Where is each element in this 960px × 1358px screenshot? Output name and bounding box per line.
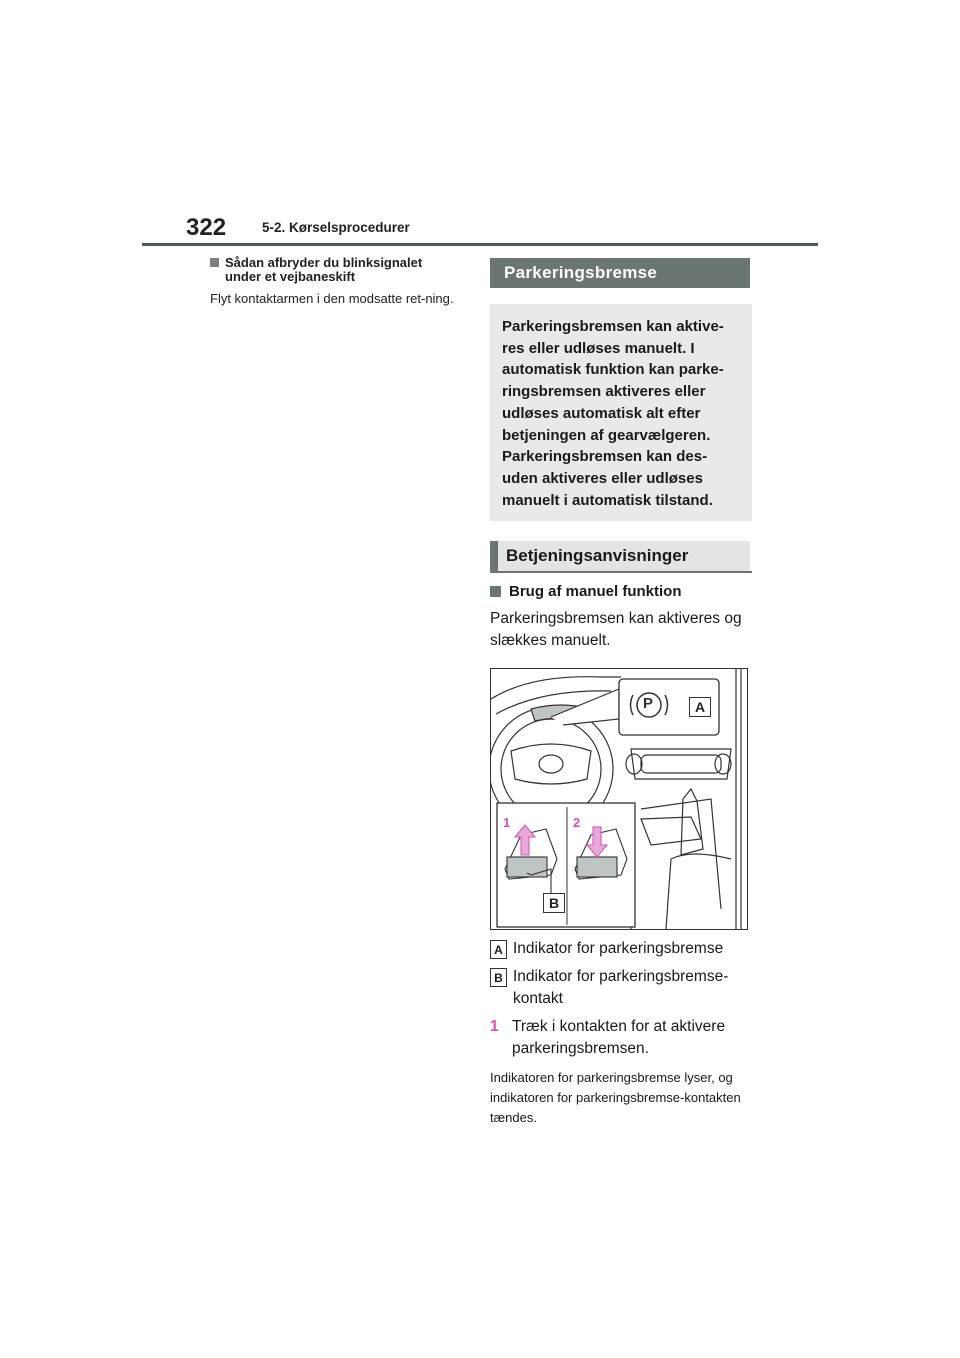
step-number: 1 [490,1018,499,1036]
section-title: 5-2. Kørselsprocedurer [262,220,410,235]
manual-mode-body: Parkeringsbremsen kan aktiveres og slækkes manuelt. [490,610,742,650]
intro-box: Parkeringsbremsen kan aktive-res eller udløses manuelt. I automatisk funktion kan parke-ringsbremsen aktiveres eller udløses automatisk alt efter betjeningen af gearvælgeren. Parkeringsbremsen kan des-uden aktiveres eller udløses manuelt i automatisk tilstand. [490,304,752,521]
left-body-text: Flyt kontaktarmen i den modsatte ret-ning. [210,291,454,306]
subsection-bar: Betjeningsanvisninger [490,541,750,571]
label-a-box: A [689,697,711,717]
page-number: 322 [186,214,227,241]
left-subheading [210,256,456,284]
legend-key-a: A [490,940,507,959]
step-2-marker: 2 [573,815,581,831]
left-column [210,256,456,306]
section-title-bar: Parkeringsbremse [490,258,750,288]
manual-mode-heading-text: Brug af manuel funktion [509,583,682,601]
legend-item [490,966,752,1010]
legend-key-b: B [490,968,507,987]
header-divider [142,243,818,246]
figure-legend [490,938,752,1010]
legend-item [490,938,752,960]
square-bullet-icon [490,586,501,597]
parking-p-symbol: P [643,695,654,713]
subsection-rule [490,571,752,573]
step-text: Træk i kontakten for at aktivere parkeringsbremsen. [512,1018,726,1058]
label-b-box: B [543,893,565,913]
parking-brake-illustration [490,668,748,930]
indicator-note: Indikatoren for parkeringsbremse lyser, og indikatoren for parkeringsbremse-kontakten tændes. [490,1070,741,1126]
right-column [490,258,752,1128]
left-subheading-text: Sådan afbryder du blinksignalet under et vejbaneskift [225,255,423,284]
manual-mode-heading [490,583,752,600]
legend-text: Indikator for parkeringsbremse-kontakt [513,968,729,1008]
step-1-marker: 1 [503,815,511,831]
legend-text: Indikator for parkeringsbremse [513,940,724,958]
step-item [490,1016,752,1060]
square-bullet-icon [210,258,219,267]
